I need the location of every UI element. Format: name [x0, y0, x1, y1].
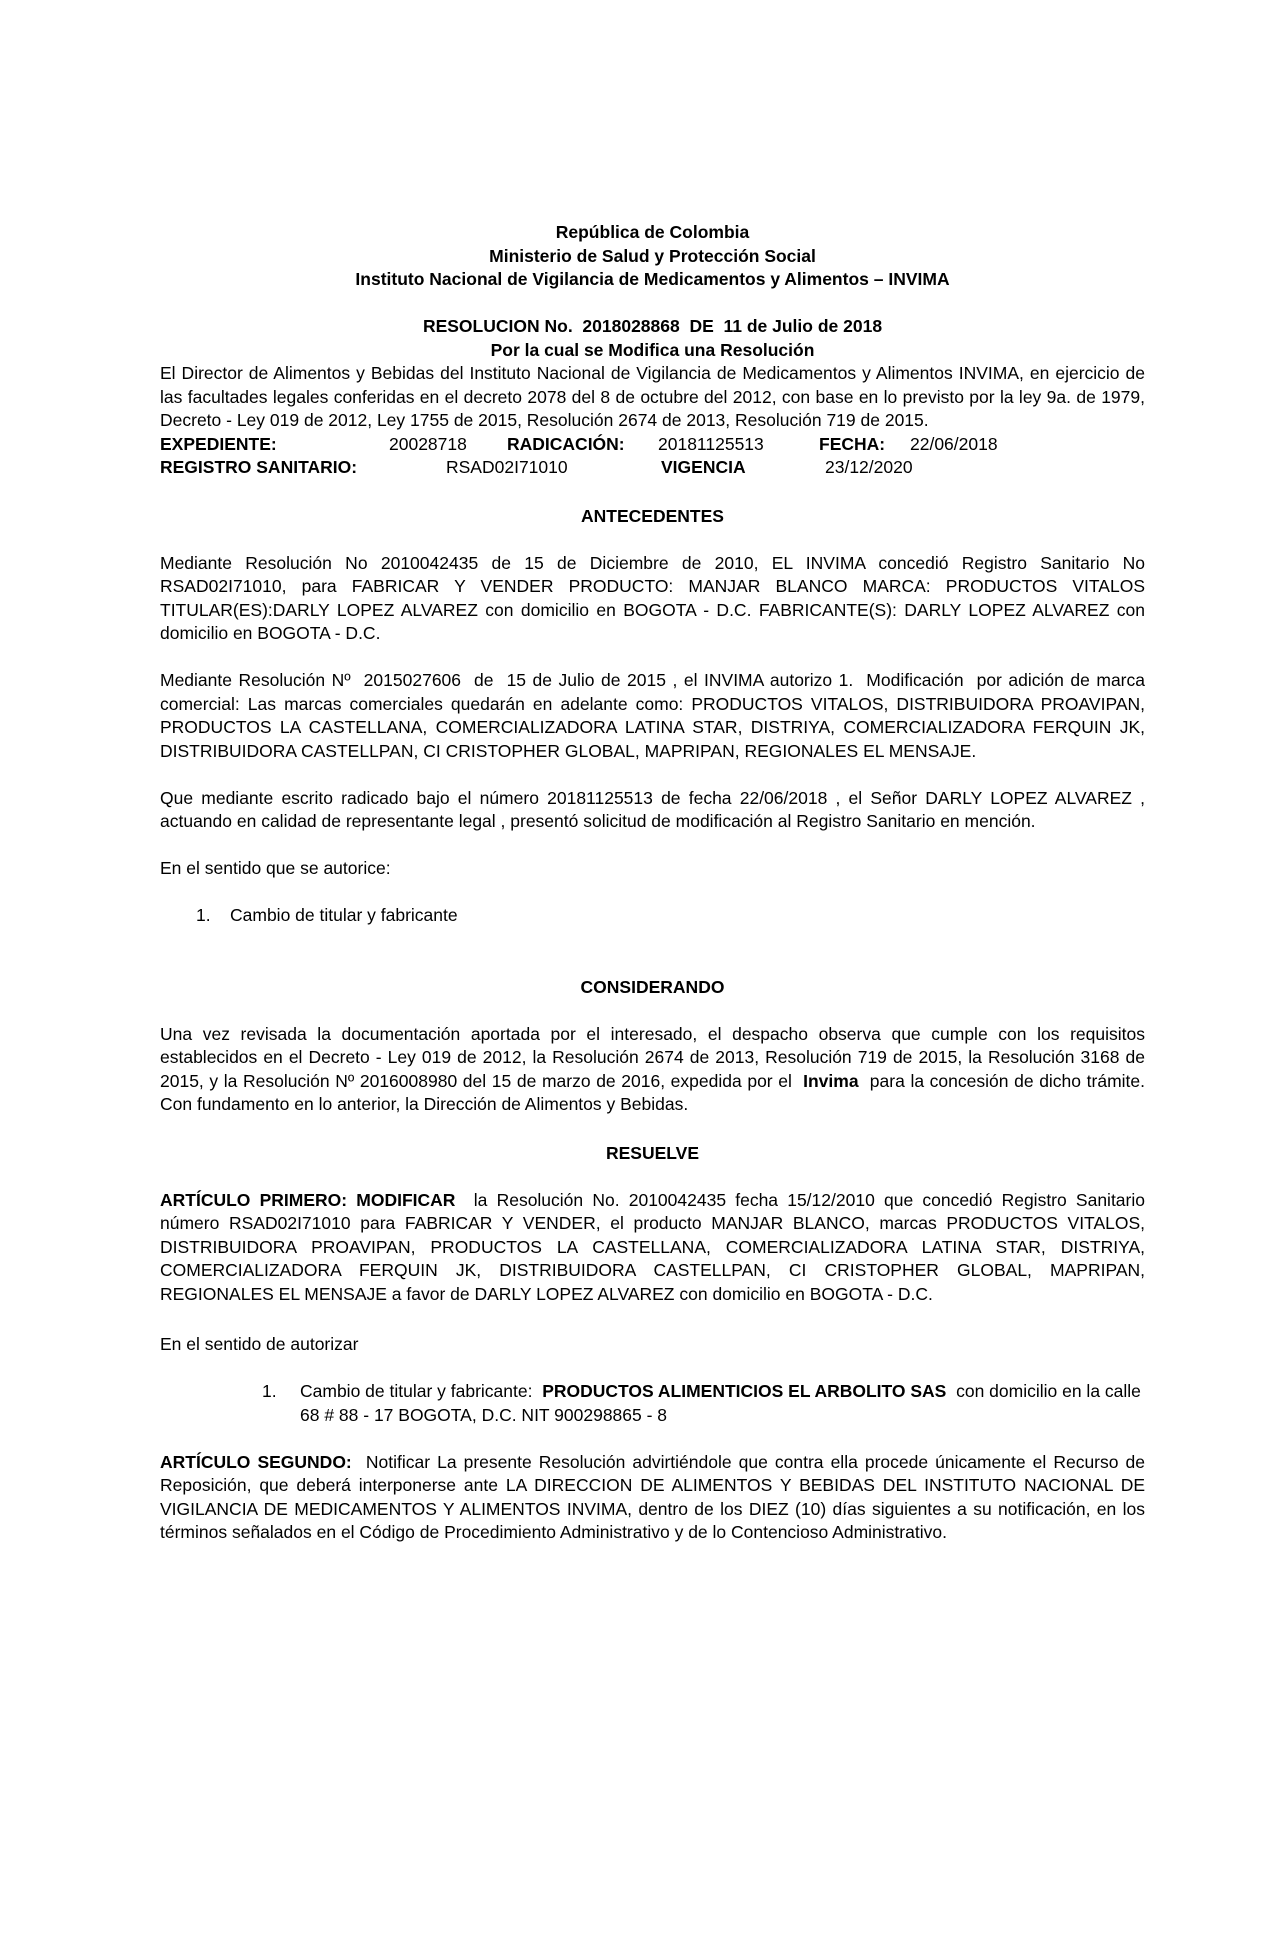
considerando-text-1: Una vez revisada la documentación aportada por el interesado, el despacho observa que cumple con los requisitos establecidos en el Decreto - Ley 019 de 2012, la Resolución 2674 de 2013, Resolución 719 de 2015, la Resolución 3168 de 2015, y la Resolución Nº 2016008980 del 15 de marzo de 2016, expedida por el — [160, 1023, 1145, 1091]
section-heading-antecedentes: ANTECEDENTES — [581, 505, 724, 526]
expediente-label: EXPEDIENTE: — [160, 433, 277, 454]
articulo-segundo-label: ARTÍCULO SEGUNDO: — [160, 1451, 352, 1472]
articulo-segundo-paragraph — [160, 1451, 1145, 1545]
articulo-primero-paragraph — [160, 1189, 1145, 1307]
antecedentes-paragraph-2: Mediante Resolución Nº 2015027606 de 15 de Julio de 2015 , el INVIMA autorizo 1. Modificación por adición de marca comercial: Las marcas comerciales quedarán en adelante como: PRODUCTOS VITALOS, DISTRIBUIDORA PROAVIPAN, PRODUCTOS LA CASTELLANA, COMERCIALIZADORA LATINA STAR, DISTRIYA, COMERCIALIZADORA FERQUIN JK, DISTRIBUIDORA CASTELLPAN, CI CRISTOPHER GLOBAL, MAPRIPAN, REGIONALES EL MENSAJE. — [160, 670, 1145, 761]
resuelve-list-item-1 — [262, 1380, 1145, 1427]
resuelve-item-bold-company: PRODUCTOS ALIMENTICIOS EL ARBOLITO SAS — [542, 1381, 947, 1401]
considerando-paragraph — [160, 1023, 1145, 1117]
antecedentes-paragraph-3: Que mediante escrito radicado bajo el número 20181125513 de fecha 22/06/2018 , el Señor DARLY LOPEZ ALVAREZ , actuando en calidad de representante legal , presentó solicitud de modificación al Registro Sanitario en mención. — [160, 787, 1145, 831]
articulo-segundo-text: Notificar La presente Resolución advirtiéndole que contra ella procede únicamente el Recurso de Reposición, que deberá interponerse ante LA DIRECCION DE ALIMENTOS Y BEBIDAS DEL INSTITUTO NACIONAL DE VIGILANCIA DE MEDICAMENTOS Y ALIMENTOS INVIMA, dentro de los DIEZ (10) días siguientes a su notificación, en los términos señalados en el Código de Procedimiento Administrativo y de lo Contencioso Administrativo. — [160, 1451, 1146, 1542]
articulo-primero-label: ARTÍCULO PRIMERO: MODIFICAR — [160, 1189, 456, 1210]
antecedentes-list-item-1 — [196, 904, 1145, 928]
fecha-value: 22/06/2018 — [910, 433, 998, 454]
expediente-value: 20028718 — [389, 433, 467, 454]
section-heading-considerando: CONSIDERANDO — [580, 976, 725, 997]
resolution-title: RESOLUCION No. 2018028868 DE 11 de Julio de 2018 — [422, 316, 883, 336]
resuelve-item-text-1: Cambio de titular y fabricante: — [300, 1381, 543, 1401]
fecha-label: FECHA: — [819, 433, 886, 454]
radicacion-value: 20181125513 — [658, 433, 764, 454]
list-item-text — [300, 1380, 1145, 1427]
list-item-number: 1. — [262, 1381, 277, 1401]
registro-sanitario-value: RSAD02I71010 — [446, 457, 568, 477]
antecedentes-intro-line: En el sentido que se autorice: — [160, 858, 391, 878]
registro-sanitario-label: REGISTRO SANITARIO: — [160, 457, 358, 477]
file-info-row-1 — [160, 433, 1145, 457]
considerando-bold-invima: Invima — [803, 1070, 859, 1091]
vigencia-value: 23/12/2020 — [825, 457, 913, 477]
considerando-text-2: para la concesión de dicho trámite. Con fundamento en lo anterior, la Dirección de Alimentos y Bebidas. — [160, 1070, 1145, 1114]
antecedentes-paragraph-1: Mediante Resolución No 2010042435 de 15 de Diciembre de 2010, EL INVIMA concedió Registro Sanitario No RSAD02I71010, para FABRICAR Y VENDER PRODUCTO: MANJAR BLANCO MARCA: PRODUCTOS VITALOS TITULAR(ES):DARLY LOPEZ ALVAREZ con domicilio en BOGOTA - D.C. FABRICANTE(S): DARLY LOPEZ ALVAREZ con domicilio en BOGOTA - D.C. — [160, 552, 1145, 643]
articulo-primero-text: la Resolución No. 2010042435 fecha 15/12/2010 que concedió Registro Sanitario número RSAD02I71010 para FABRICAR Y VENDER, el producto MANJAR BLANCO, marcas PRODUCTOS VITALOS, DISTRIBUIDORA PROAVIPAN, PRODUCTOS LA CASTELLANA, COMERCIALIZADORA LATINA STAR, DISTRIYA, COMERCIALIZADORA FERQUIN JK, DISTRIBUIDORA CASTELLPAN, CI CRISTOPHER GLOBAL, MAPRIPAN, REGIONALES EL MENSAJE a favor de DARLY LOPEZ ALVAREZ con domicilio en BOGOTA - D.C. — [160, 1189, 1145, 1304]
resuelve-intro-line: En el sentido de autorizar — [160, 1334, 359, 1354]
radicacion-label: RADICACIÓN: — [507, 433, 625, 454]
resolution-subtitle: Por la cual se Modifica una Resolución — [490, 339, 815, 360]
section-heading-resuelve: RESUELVE — [605, 1142, 700, 1163]
letterhead-ministry: Ministerio de Salud y Protección Social — [489, 245, 816, 266]
preamble-paragraph: El Director de Alimentos y Bebidas del Instituto Nacional de Vigilancia de Medicamentos y Alimentos INVIMA, en ejercicio de las facultades legales conferidas en el decreto 2078 del 8 de octubre del 2012, con base en lo previsto por la ley 9a. de 1979, Decreto - Ley 019 de 2012, Ley 1755 de 2015, Resolución 2674 de 2013, Resolución 719 de 2015. — [160, 363, 1145, 430]
list-item-text: Cambio de titular y fabricante — [230, 905, 458, 925]
file-info-row-2 — [160, 456, 1145, 480]
letterhead-country: República de Colombia — [555, 222, 750, 242]
resuelve-item-text-2: con domicilio en la calle 68 # 88 - 17 BOGOTA, D.C. NIT 900298865 - 8 — [300, 1381, 1141, 1425]
letterhead-institute: Instituto Nacional de Vigilancia de Medicamentos y Alimentos – INVIMA — [355, 269, 950, 289]
list-item-number: 1. — [196, 905, 211, 925]
document-body — [160, 221, 1145, 1545]
vigencia-label: VIGENCIA — [661, 457, 746, 477]
